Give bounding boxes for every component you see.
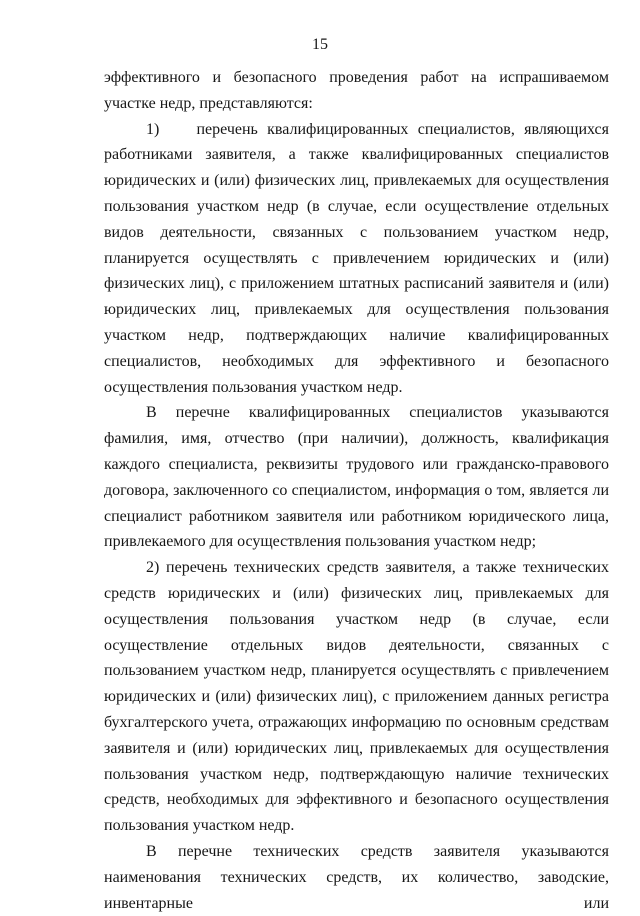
document-body bbox=[104, 65, 609, 916]
paragraph-item-1: 1) перечень квалифицированных специалистов, являющихся работниками заявителя, а также квалифицированных специалистов юридических и (или) физических лиц, привлекаемых для осуществления пользования участком недр (в случае, если осуществление отдельных видов деятельности, связанных с пользованием участком недр, планируется осуществлять с привлечением юридических и (или) физических лиц), с приложением штатных расписаний заявителя и (или) юридических лиц, привлекаемых для осуществления пользования участком недр, подтверждающих наличие квалифицированных специалистов, необходимых для эффективного и безопасного осуществления пользования участком недр. bbox=[104, 120, 609, 396]
paragraph-technical-means-details: В перечне технических средств заявителя указываются наименования технических средств, их количество, заводские, инвентарные или bbox=[104, 842, 609, 912]
paragraph-item-2: 2) перечень технических средств заявителя, а также технических средств юридических и (или) физических лиц, привлекаемых для осуществления пользования участком недр (в случае, если осуществление отдельных видов деятельности, связанных с пользованием участком недр, планируется осуществлять с привлечением юридических и (или) физических лиц), с приложением данных регистра бухгалтерского учета, отражающих информацию по основным средствам заявителя и (или) юридических лиц, привлекаемых для осуществления пользования участком недр, подтверждающую наличие технических средств, необходимых для эффективного и безопасного осуществления пользования участком недр. bbox=[104, 559, 609, 835]
paragraph-specialists-details: В перечне квалифицированных специалистов указываются фамилия, имя, отчество (при наличии), должность, квалификация каждого специалиста, реквизиты трудового или гражданско-правового договора, заключенного со специалистом, информация о том, является ли специалист работником заявителя или работником юридического лица, привлекаемого для осуществления пользования участком недр; bbox=[104, 404, 609, 551]
paragraph-continuation: эффективного и безопасного проведения работ на испрашиваемом участке недр, представляются: bbox=[104, 69, 609, 112]
page-number: 15 bbox=[312, 36, 328, 53]
